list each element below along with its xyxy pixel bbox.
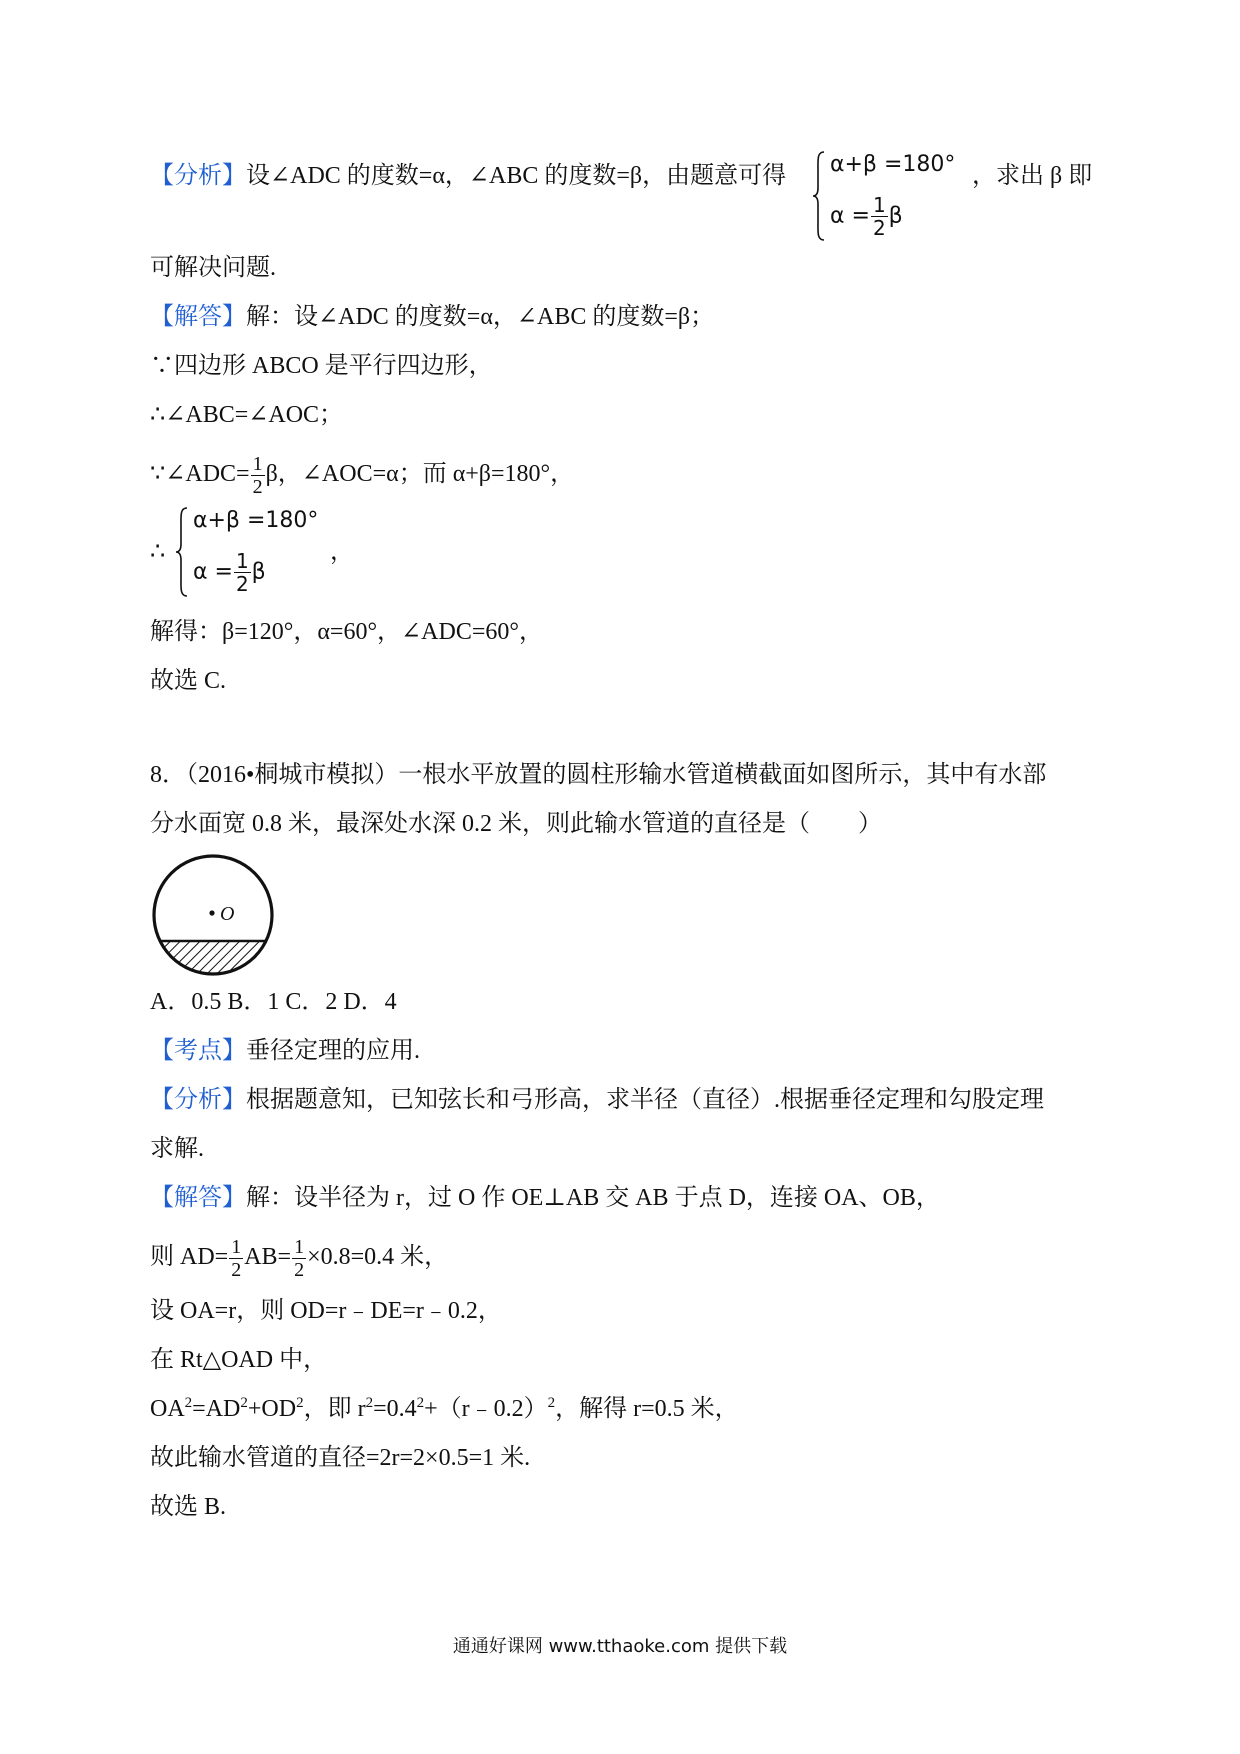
system-row-2: α = $\frac{1}{2}$ β	[830, 193, 903, 240]
fraction-half: $\frac{1}{2}$	[872, 193, 886, 240]
q8-answer-line7: 故选 B.	[150, 1494, 227, 1520]
equation-system-2	[175, 506, 335, 598]
prev-answer-line7: 故选 C.	[150, 668, 227, 694]
q8-analysis-line2: 求解.	[150, 1136, 204, 1162]
prev-answer-line6: 解得：β=120°，α=60°，∠ADC=60°，	[150, 619, 543, 645]
q8-options: A．0.5 B．1 C．2 D．4	[150, 989, 397, 1015]
prev-analysis-line2: 可解决问题.	[150, 255, 276, 281]
analysis-tag: 【分析】	[150, 1087, 246, 1113]
q8-analysis-line1: 【分析】根据题意知，已知弦长和弓形高，求半径（直径）.根据垂径定理和勾股定理	[150, 1087, 1044, 1113]
q8-answer-line2: 则 AD= $\frac{1}{2}$ AB= $\frac{1}{2}$ ×0.8=0.4 米，	[150, 1236, 449, 1281]
q8-answer-line6: 故此输水管道的直径=2r=2×0.5=1 米.	[150, 1445, 531, 1471]
kaodian-tag: 【考点】	[150, 1038, 246, 1064]
center-label: O	[220, 903, 235, 925]
left-brace-icon	[175, 506, 189, 598]
center-point	[209, 910, 214, 915]
q8-answer-equation: $OA^2=AD^2+OD^2$，即 $r^2=0.4^2+(r﹣0.2)^2$，解得 r=0.5 米，	[150, 1395, 739, 1422]
q8-stem-line2: 分水面宽 0.8 米，最深处水深 0.2 米，则此输水管道的直径是（ ）	[150, 811, 882, 837]
circle-diagram	[150, 852, 276, 978]
q8-answer-line1: 【解答】解：设半径为 r，过 O 作 OE⊥AB 交 AB 于点 D，连接 OA、OB，	[150, 1185, 940, 1211]
system-comma: ，	[330, 539, 354, 565]
system-row-1: α+β =180°	[830, 152, 956, 177]
analysis-text: 设∠ADC 的度数=α，∠ABC 的度数=β，由题意可得	[246, 163, 787, 189]
q8-answer-line3: 设 OA=r，则 OD=r﹣DE=r﹣0.2，	[150, 1298, 502, 1324]
analysis-tag: 【分析】	[150, 163, 246, 189]
prev-answer-line4: ∵∠ADC= $\frac{1}{2}$ β，∠AOC=α；而 α+β=180°，	[150, 453, 575, 498]
prev-answer-line3: ∴∠ABC=∠AOC；	[150, 402, 344, 428]
equation-system-1	[812, 150, 972, 242]
fraction-half: $\frac{1}{2}$	[235, 549, 249, 596]
q8-answer-line4: 在 Rt△OAD 中，	[150, 1347, 328, 1373]
analysis-tail: ，求出 β 即	[972, 163, 1093, 189]
prev-answer-line2: ∵四边形 ABCO 是平行四边形，	[150, 353, 493, 379]
footer-text: 通通好课网 www.tthaoke.com 提供下载	[452, 1636, 788, 1657]
system-row-1: α+β =180°	[193, 508, 319, 533]
answer-tag: 【解答】	[150, 304, 246, 330]
therefore-symbol: ∴	[150, 539, 166, 565]
pipe-cross-section-figure	[150, 852, 276, 978]
left-brace-icon	[812, 150, 826, 242]
answer-tag: 【解答】	[150, 1185, 246, 1211]
prev-answer-line1: 【解答】解：设∠ADC 的度数=α，∠ABC 的度数=β；	[150, 304, 715, 330]
prev-analysis-line	[150, 161, 786, 191]
q8-kaodian-line: 【考点】垂径定理的应用.	[150, 1038, 420, 1064]
system-row-2: α = $\frac{1}{2}$ β	[193, 549, 266, 596]
fraction-half: $\frac{1}{2}$	[231, 1236, 242, 1281]
fraction-half: $\frac{1}{2}$	[252, 453, 263, 498]
fraction-half: $\frac{1}{2}$	[294, 1236, 305, 1281]
q8-stem-line1: 8．（2016•桐城市模拟）一根水平放置的圆柱形输水管道横截面如图所示，其中有水部	[150, 762, 1047, 788]
